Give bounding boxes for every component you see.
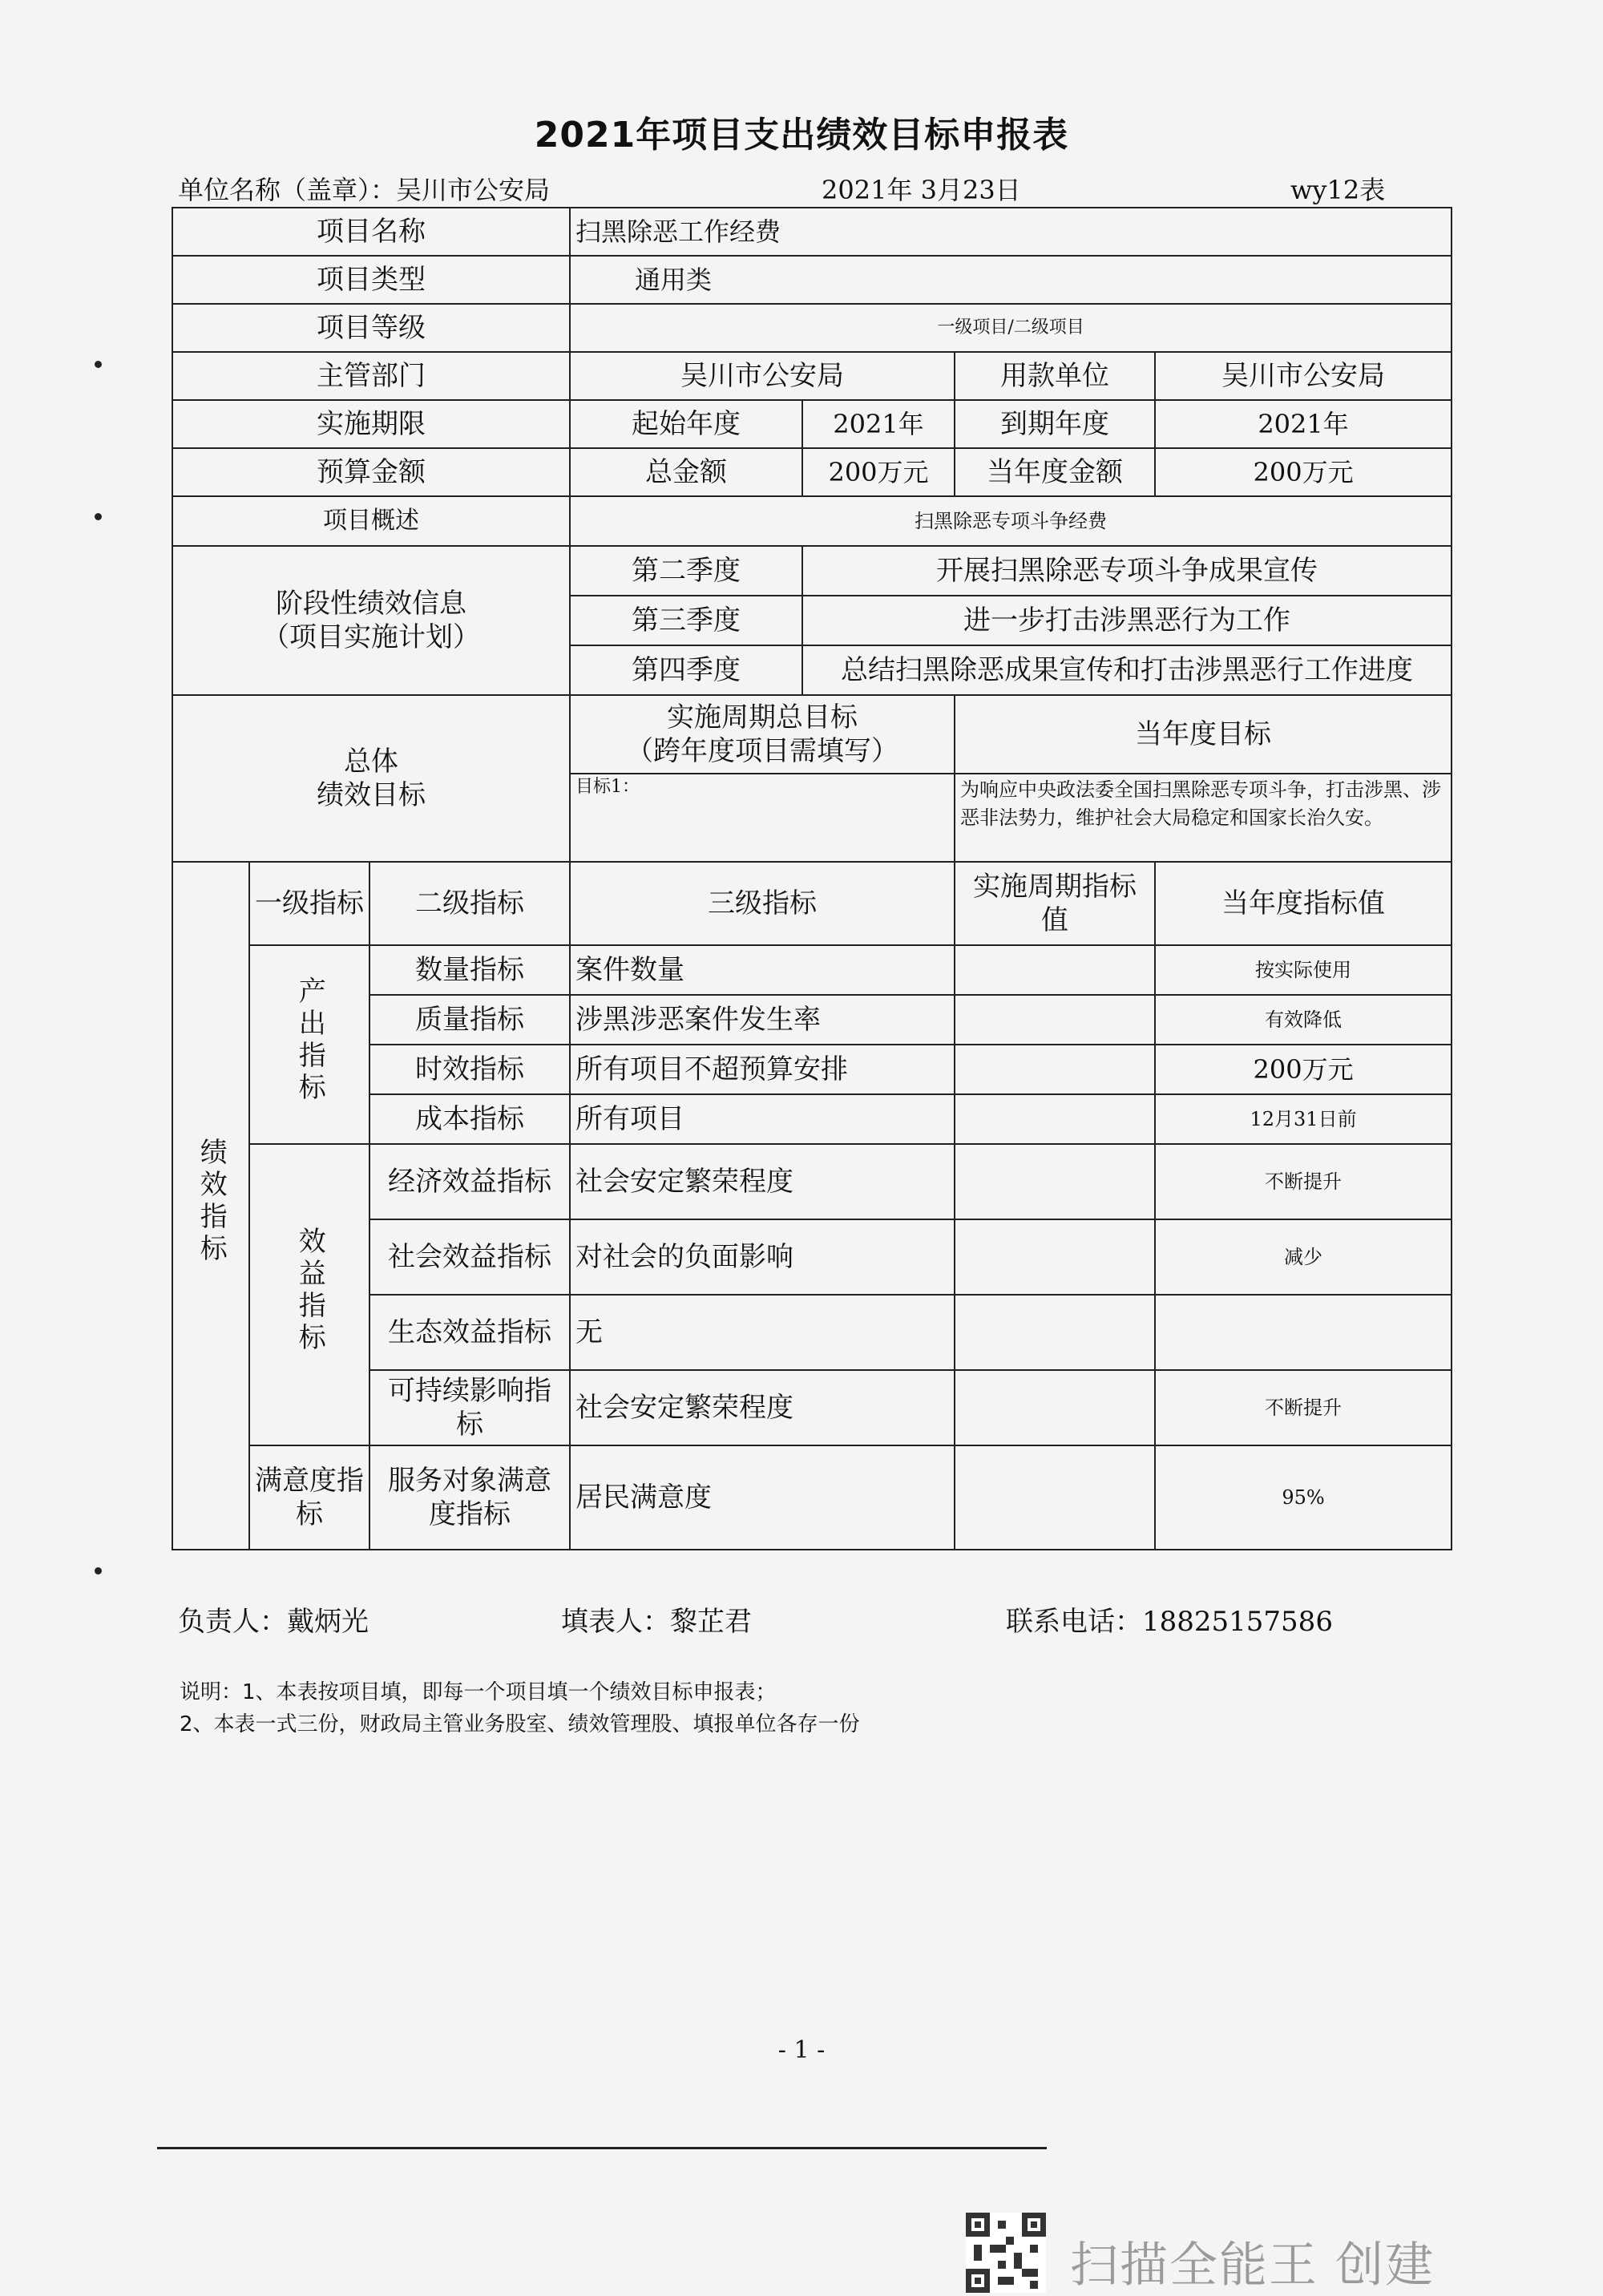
level3-cell: 案件数量 [570, 945, 955, 995]
form-code: wy12表 [1290, 175, 1386, 205]
level3-cell: 对社会的负面影响 [570, 1219, 955, 1295]
page-number: - 1 - [777, 2036, 826, 2064]
period-target-header [570, 695, 955, 774]
period-value-cell [955, 1094, 1155, 1144]
level3-cell: 无 [570, 1295, 955, 1370]
stage-plan: 进一步打击涉黑恶行为工作 [802, 596, 1452, 645]
period-target-header-line1: 实施周期总目标 [667, 701, 858, 734]
level3-cell: 社会安定繁荣程度 [570, 1144, 955, 1219]
year-amount-label: 当年度金额 [955, 448, 1155, 496]
stage-info-label-line1: 阶段性绩效信息 [276, 587, 466, 620]
level2-cell: 时效指标 [369, 1045, 570, 1094]
year-value-cell: 有效降低 [1155, 995, 1452, 1045]
level3-cell: 涉黑涉恶案件发生率 [570, 995, 955, 1045]
stage-plan: 开展扫黑除恶专项斗争成果宣传 [802, 546, 1452, 596]
stage-info-label-line2: （项目实施计划） [262, 621, 480, 653]
period-value-cell [955, 1144, 1155, 1219]
project-level-value: 一级项目/二级项目 [570, 304, 1452, 352]
level2-cell: 服务对象满意度指标 [369, 1445, 570, 1550]
period-value-header: 实施周期指标值 [955, 862, 1155, 945]
year-target-header: 当年度目标 [955, 695, 1452, 774]
unit-name: 单位名称（盖章）：吴川市公安局 [178, 175, 551, 205]
user-unit-label: 用款单位 [955, 352, 1155, 400]
level2-cell: 生态效益指标 [369, 1295, 570, 1370]
user-unit-value: 吴川市公安局 [1155, 352, 1452, 400]
period-value-cell [955, 995, 1155, 1045]
contact-phone: 联系电话：18825157586 [1006, 1606, 1333, 1638]
form-title: 2021年项目支出绩效目标申报表 [534, 115, 1069, 156]
department-label: 主管部门 [172, 352, 570, 400]
period-target-header-line2: （跨年度项目需填写） [626, 735, 898, 767]
period-label: 实施期限 [172, 400, 570, 448]
overview-label: 项目概述 [172, 496, 570, 546]
binding-hole-mark [95, 361, 102, 368]
overall-target-label [172, 695, 570, 862]
stage-quarter: 第二季度 [570, 546, 802, 596]
period-value-cell [955, 945, 1155, 995]
satisfaction-indicator-label: 满意度指标 [249, 1445, 369, 1550]
year-value-cell: 12月31日前 [1155, 1094, 1452, 1144]
overall-target-label-line2: 绩效目标 [317, 779, 426, 811]
benefit-indicator-label [249, 1144, 369, 1445]
note-line-2: 2、本表一式三份，财政局主管业务股室、绩效管理股、填报单位各存一份 [180, 1712, 860, 1736]
output-indicator-text: 产出指标 [293, 976, 326, 1105]
budget-label: 预算金额 [172, 448, 570, 496]
level2-cell: 社会效益指标 [369, 1219, 570, 1295]
output-indicator-label [249, 945, 369, 1144]
level1-header: 一级指标 [249, 862, 369, 945]
level3-cell: 社会安定繁荣程度 [570, 1370, 955, 1445]
total-amount-label: 总金额 [570, 448, 802, 496]
period-value-cell [955, 1445, 1155, 1550]
period-target-value: 目标1： [570, 774, 955, 862]
period-value-cell [955, 1219, 1155, 1295]
level2-cell: 经济效益指标 [369, 1144, 570, 1219]
year-value-cell: 按实际使用 [1155, 945, 1452, 995]
form-filler: 填表人：黎芷君 [561, 1606, 752, 1638]
level3-cell: 所有项目不超预算安排 [570, 1045, 955, 1094]
project-level-label: 项目等级 [172, 304, 570, 352]
year-value-cell [1155, 1295, 1452, 1370]
level3-cell: 居民满意度 [570, 1445, 955, 1550]
project-type-value: 通用类 [570, 256, 1452, 304]
year-target-value: 为响应中央政法委全国扫黑除恶专项斗争，打击涉黑、涉恶非法势力，维护社会大局稳定和国家长治久安。 [955, 774, 1452, 862]
year-value-cell: 减少 [1155, 1219, 1452, 1295]
binding-hole-mark [95, 1567, 102, 1574]
scanner-watermark-text: 扫描全能王 创建 [1070, 2237, 1435, 2294]
year-amount-value: 200万元 [1155, 448, 1452, 496]
project-type-label: 项目类型 [172, 256, 570, 304]
stage-quarter: 第四季度 [570, 645, 802, 695]
total-amount-value: 200万元 [802, 448, 955, 496]
project-name-label: 项目名称 [172, 208, 570, 256]
end-year-label: 到期年度 [955, 400, 1155, 448]
report-date: 2021年 3月23日 [822, 175, 1021, 205]
stage-quarter: 第三季度 [570, 596, 802, 645]
performance-indicator-text: 绩效指标 [195, 1137, 228, 1266]
department-value: 吴川市公安局 [570, 352, 955, 400]
level2-cell: 成本指标 [369, 1094, 570, 1144]
level2-cell: 质量指标 [369, 995, 570, 1045]
year-value-cell: 不断提升 [1155, 1370, 1452, 1445]
divider-line [157, 2147, 1047, 2149]
year-value-cell: 200万元 [1155, 1045, 1452, 1094]
note-line-1: 说明：1、本表按项目填，即每一个项目填一个绩效目标申报表； [180, 1680, 777, 1704]
performance-target-table [172, 207, 1452, 1550]
level2-cell: 数量指标 [369, 945, 570, 995]
benefit-indicator-text: 效益指标 [293, 1226, 326, 1355]
start-year-value: 2021年 [802, 400, 955, 448]
stage-plan: 总结扫黑除恶成果宣传和打击涉黑恶行工作进度 [802, 645, 1452, 695]
level2-cell: 可持续影响指标 [369, 1370, 570, 1445]
period-value-cell [955, 1370, 1155, 1445]
overview-value: 扫黑除恶专项斗争经费 [570, 496, 1452, 546]
year-value-cell: 95% [1155, 1445, 1452, 1550]
project-name-value: 扫黑除恶工作经费 [570, 208, 1452, 256]
level3-header: 三级指标 [570, 862, 955, 945]
period-value-cell [955, 1045, 1155, 1094]
start-year-label: 起始年度 [570, 400, 802, 448]
level3-cell: 所有项目 [570, 1094, 955, 1144]
end-year-value: 2021年 [1155, 400, 1452, 448]
overall-target-label-line1: 总体 [344, 745, 398, 778]
performance-indicator-label [172, 862, 249, 1550]
binding-hole-mark [95, 513, 102, 520]
stage-info-label [172, 546, 570, 695]
level2-header: 二级指标 [369, 862, 570, 945]
qr-code-icon [966, 2213, 1046, 2296]
year-value-header: 当年度指标值 [1155, 862, 1452, 945]
responsible-person: 负责人：戴炳光 [178, 1606, 369, 1638]
year-value-cell: 不断提升 [1155, 1144, 1452, 1219]
period-value-cell [955, 1295, 1155, 1370]
